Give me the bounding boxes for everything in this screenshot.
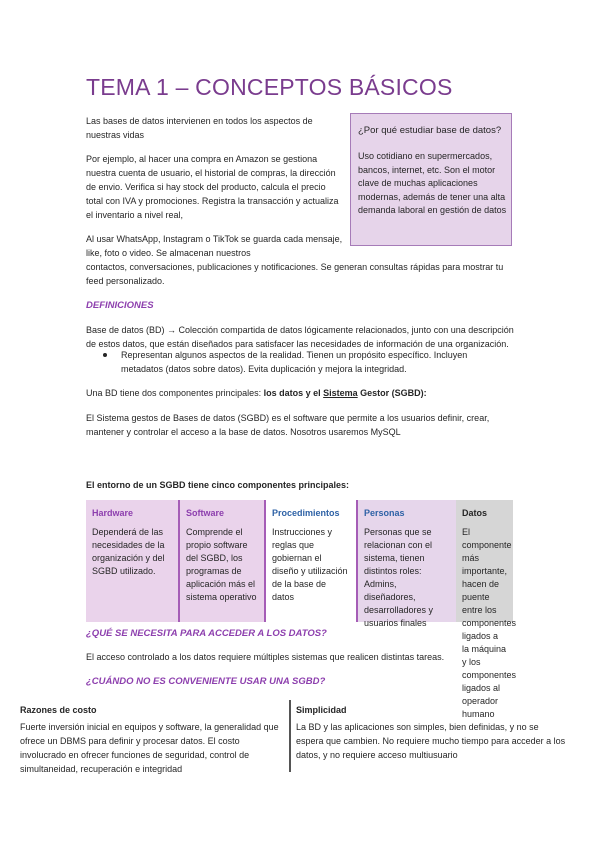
componentes-bold-2: Gestor (SGBD): [357,388,427,398]
intro-paragraph-2: Por ejemplo, al hacer una compra en Amazon se gestiona nuestra cuenta de usuario, el historial de compras, la dirección de envio. Verifica si hay stock del producto, calcula el precio total con IVA y promociones. Registra la transacción y actualiza el inventario a nivel real, [86,154,339,220]
simplicidad-text: La BD y las aplicaciones son simples, bien definidas, y no se espera que cambien. No requiere mucho tiempo para acceder a los datos, y no requiere acceso multiusuario [296,722,566,760]
componentes-prefix: Una BD tiene dos componentes principales: [86,388,264,398]
component-body: Personas que se relacionan con el sistema, tienen distintos roles: Admins, diseñadores, desarrolladores y usuarios finales [364,527,434,628]
component-software [178,500,264,622]
bd-definition: Base de datos (BD) → Colección compartida de datos lógicamente relacionados, junto con una descripción de estos datos, que están diseñados para satisfacer las necesidades de información de una organización. [86,325,514,349]
callout-title: ¿Por qué estudiar base de datos? [358,125,502,136]
component-header: Hardware [92,508,134,518]
componentes-bold-1: los datos y el [263,388,324,398]
entorno-heading: El entorno de un SGBD tiene cinco componentes principales: [86,480,350,490]
section-heading-definiciones: DEFINICIONES [86,300,154,311]
section-heading-acceso: ¿QUÉ SE NECESITA PARA ACCEDER A LOS DATOS? [86,628,327,639]
bullet-icon [103,353,107,357]
intro-paragraph-3b: contactos, conversaciones, publicaciones y notificaciones. Se generan consultas rápidas para mostrar tu feed personalizado. [86,262,504,286]
costo-text: Fuerte inversión inicial en equipos y software, la generalidad que ofrece un DBMS para definir y procesar datos. El costo involucrado en ofrecer funciones de seguridad, control de simultaneidad, recuperación e integridad [20,722,279,774]
costo-heading: Razones de costo [20,705,97,715]
callout-box [350,113,512,246]
component-header: Software [186,508,225,518]
intro-paragraph-3a: Al usar WhatsApp, Instagram o TikTok se guarda cada mensaje, like, foto o video. Se almacenan nuestros [86,234,343,258]
component-body: Comprende el propio software del SGBD, los programas de aplicación más el sistema operativo [186,527,257,602]
component-hardware [86,500,178,622]
component-personas [356,500,456,628]
component-body: El componente más importante, hacen de puente entre los componentes ligados a la máquina y los componentes ligados al operador humano [462,527,517,719]
componentes-sentence [86,386,516,400]
acceso-text: El acceso controlado a los datos requiere múltiples sistemas que realicen distintas tareas. [86,652,445,662]
component-header: Personas [364,508,405,518]
section-heading-no-conveniente: ¿CUÁNDO NO ES CONVENIENTE USAR UNA SGBD? [86,676,326,687]
column-divider [289,700,291,772]
sgbd-definition: El Sistema gestos de Bases de datos (SGBD) es el software que permite a los usuarios definir, crear, mantener y controlar el acceso a la base de datos. Nosotros usaremos MySQL [86,413,490,437]
bd-bullet: Representan algunos aspectos de la realidad. Tienen un propósito específico. Incluyen metadatos (datos sobre datos). Evita duplicación y mejora la integridad. [121,350,468,374]
simplicidad-heading: Simplicidad [296,705,347,715]
component-header: Procedimientos [272,508,340,518]
intro-paragraph-1: Las bases de datos intervienen en todos los aspectos de nuestras vidas [86,116,313,140]
callout-body: Uso cotidiano en supermercados, bancos, internet, etc. Son el motor clave de muchas aplicaciones modernas, además de tener una alta demanda laboral en gestión de datos [358,151,507,215]
component-procedimientos [264,500,356,622]
component-datos [456,500,517,719]
component-body: Instrucciones y reglas que gobiernan el diseño y utilización de la base de datos [272,527,348,602]
component-body: Dependerá de las necesidades de la organización y del SGBD utilizado. [92,527,165,576]
component-header: Datos [462,508,488,518]
page-title: TEMA 1 – CONCEPTOS BÁSICOS [86,74,453,100]
componentes-underline: Sistema [323,388,358,398]
